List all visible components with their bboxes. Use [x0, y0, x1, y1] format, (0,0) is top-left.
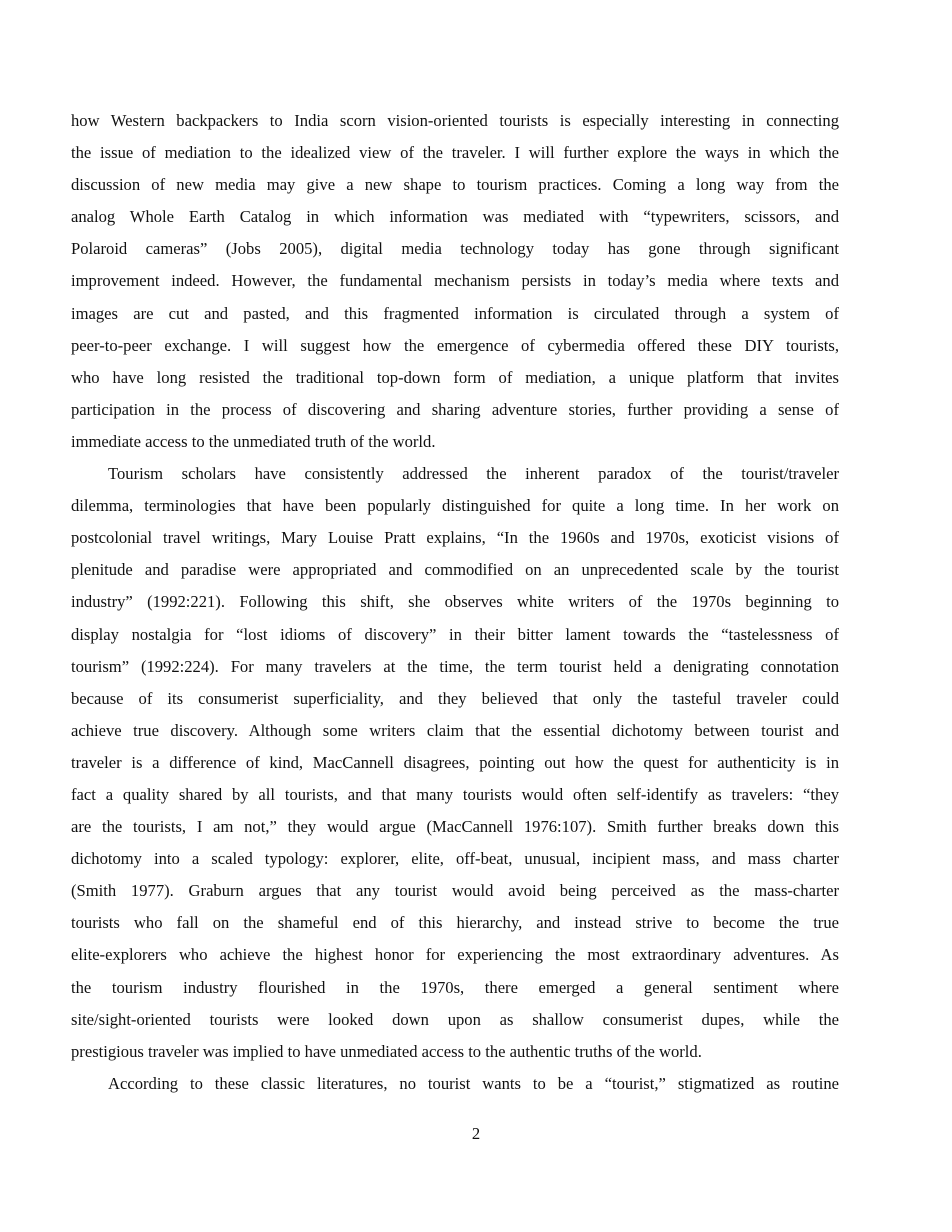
paragraph — [71, 458, 839, 1068]
text-line: discussion of new media may give a new shape to tourism practices. Coming a long way from the — [71, 175, 839, 195]
text-line: images are cut and pasted, and this fragmented information is circulated through a system of — [71, 303, 839, 323]
text-line: elite-explorers who achieve the highest honor for experiencing the most extraordinary adventures. As — [71, 945, 839, 965]
text-line: the issue of mediation to the idealized view of the traveler. I will further explore the ways in which the — [71, 143, 839, 163]
text-line: tourism” (1992:224). For many travelers at the time, the term tourist held a denigrating connotation — [71, 656, 839, 676]
text-line: According to these classic literatures, no tourist wants to be a “tourist,” stigmatized as routine — [108, 1073, 839, 1093]
text-line: analog Whole Earth Catalog in which information was mediated with “typewriters, scissors, and — [71, 207, 839, 227]
text-line: the tourism industry flourished in the 1970s, there emerged a general sentiment where — [71, 977, 839, 997]
text-line: Polaroid cameras” (Jobs 2005), digital media technology today has gone through significant — [71, 239, 839, 259]
text-line: display nostalgia for “lost idioms of discovery” in their bitter lament towards the “tastelessness of — [71, 624, 839, 644]
text-line: achieve true discovery. Although some writers claim that the essential dichotomy between tourist and — [71, 720, 839, 740]
text-line: tourists who fall on the shameful end of this hierarchy, and instead strive to become the true — [71, 913, 839, 933]
paragraph — [71, 1068, 839, 1100]
text-line: plenitude and paradise were appropriated and commodified on an unprecedented scale by the tourist — [71, 560, 839, 580]
text-line: how Western backpackers to India scorn vision-oriented tourists is especially interesting in connecting — [71, 111, 839, 130]
text-line: are the tourists, I am not,” they would argue (MacCannell 1976:107). Smith further breaks down this — [71, 817, 839, 837]
text-line: site/sight-oriented tourists were looked down upon as shallow consumerist dupes, while the — [71, 1009, 839, 1029]
text-line: dilemma, terminologies that have been popularly distinguished for quite a long time. In her work on — [71, 496, 839, 516]
text-line: traveler is a difference of kind, MacCannell disagrees, pointing out how the quest for authenticity is in — [71, 752, 839, 772]
text-line: who have long resisted the traditional top-down form of mediation, a unique platform that invites — [71, 367, 839, 387]
body-text — [71, 105, 839, 1100]
text-line: peer-to-peer exchange. I will suggest how the emergence of cybermedia offered these DIY tourists, — [71, 335, 839, 355]
text-line: (Smith 1977). Graburn argues that any tourist would avoid being perceived as the mass-charter — [71, 881, 839, 901]
text-line: industry” (1992:221). Following this shift, she observes white writers of the 1970s beginning to — [71, 592, 839, 612]
text-line: because of its consumerist superficiality, and they believed that only the tasteful traveler could — [71, 688, 839, 708]
text-line: fact a quality shared by all tourists, and that many tourists would often self-identify as travelers: “they — [71, 784, 839, 804]
paragraph — [71, 105, 839, 458]
text-line: Tourism scholars have consistently addressed the inherent paradox of the tourist/traveler — [108, 464, 839, 484]
page-number: 2 — [471, 1124, 481, 1143]
text-line: participation in the process of discovering and sharing adventure stories, further providing a sense of — [71, 399, 839, 419]
text-line: immediate access to the unmediated truth of the world. — [71, 431, 436, 451]
text-line: prestigious traveler was implied to have unmediated access to the authentic truths of the world. — [71, 1041, 702, 1061]
text-line: postcolonial travel writings, Mary Louise Pratt explains, “In the 1960s and 1970s, exoticist visions of — [71, 528, 839, 548]
text-line: dichotomy into a scaled typology: explorer, elite, off-beat, unusual, incipient mass, and mass charter — [71, 849, 839, 869]
text-line: improvement indeed. However, the fundamental mechanism persists in today’s media where texts and — [71, 271, 839, 291]
